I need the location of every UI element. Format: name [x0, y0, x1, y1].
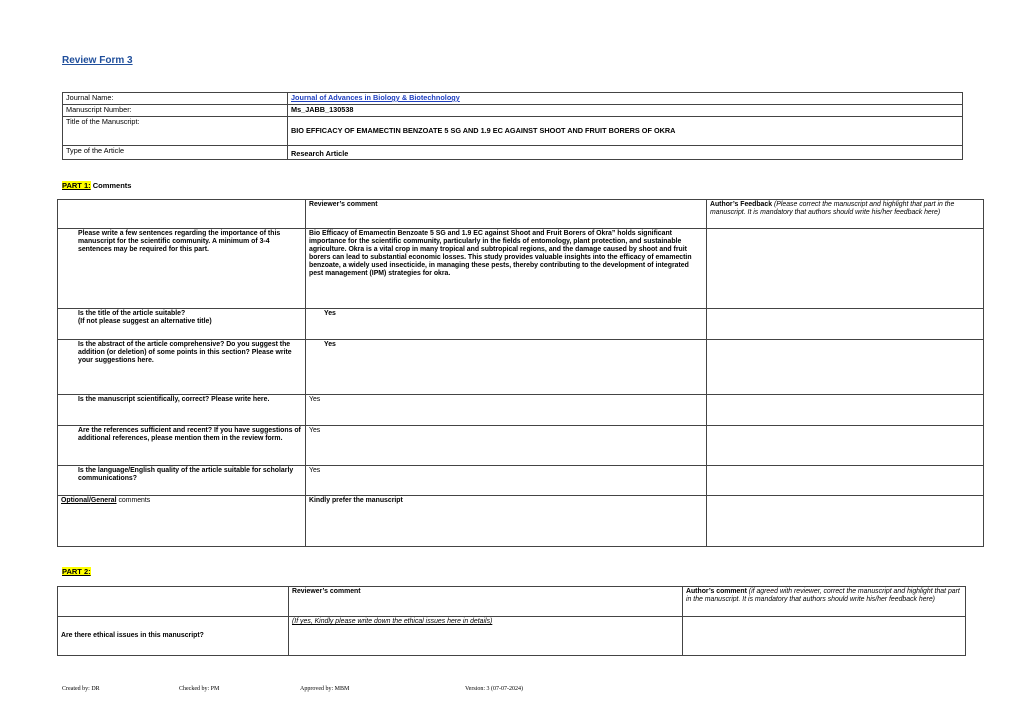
form-title: Review Form 3	[62, 55, 133, 66]
question-title: Is the title of the article suitable? (If not please suggest an alternative title)	[58, 309, 306, 340]
comment-scientific[interactable]: Yes	[306, 395, 707, 426]
author-comment-instructions: (if agreed with reviewer, correct the manuscript and highlight that part in the manuscript. It is mandatory that authors should write his/her feedback here)	[686, 588, 960, 603]
part2-header-author	[683, 587, 966, 617]
part1-label-suffix: Comments	[90, 181, 132, 190]
comment-abstract[interactable]: Yes	[306, 340, 707, 395]
part1-header-author	[707, 200, 984, 229]
comment-ethical[interactable]: (If yes, Kindly please write down the ethical issues here in details)	[289, 617, 683, 656]
part2-header-reviewer: Reviewer’s comment	[289, 587, 683, 617]
question-ethical: Are there ethical issues in this manuscript?	[58, 617, 289, 656]
article-type-value: Research Article	[288, 146, 963, 160]
question-abstract: Is the abstract of the article comprehensive? Do you suggest the addition (or deletion) of some points in this section? Please write your suggestions here.	[58, 340, 306, 395]
comment-title[interactable]: Yes	[306, 309, 707, 340]
part1-header-empty	[58, 200, 306, 229]
optional-sep: /	[88, 497, 91, 504]
footer-version: Version: 3 (07-07-2024)	[465, 686, 523, 692]
journal-link[interactable]: Journal of Advances in Biology & Biotechnology	[291, 93, 460, 102]
comment-importance[interactable]: Bio Efficacy of Emamectin Benzoate 5 SG and 1.9 EC against Shoot and Fruit Borers of Okra” holds significant importance for the scientific community, particularly in the fields of entomology, plant protection, and sustainable agriculture. Okra is a vital crop in many tropical and subtropical regions, and the damage caused by shoot and fruit borers can lead to substantial economic losses. This study provides valuable insights into the efficacy of emamectin benzoate, a widely used insecticide, in managing these pests, thereby contributing to the development of integrated pest management (IPM) strategies for okra.	[306, 229, 707, 309]
author-comment-title: Author’s comment	[686, 588, 747, 595]
part2-comments-table	[57, 586, 966, 656]
feedback-importance[interactable]	[707, 229, 984, 309]
question-references: Are the references sufficient and recent? If you have suggestions of additional references, please mention them in the review form.	[58, 426, 306, 466]
feedback-abstract[interactable]	[707, 340, 984, 395]
question-scientific: Is the manuscript scientifically, correct? Please write here.	[58, 395, 306, 426]
part2-header-empty	[58, 587, 289, 617]
manuscript-title-value: BIO EFFICACY OF EMAMECTIN BENZOATE 5 SG AND 1.9 EC AGAINST SHOOT AND FRUIT BORERS OF OKRA	[288, 117, 963, 146]
part2-heading	[62, 567, 91, 576]
general-word: General	[90, 497, 117, 504]
author-feedback-title: Author’s Feedback	[710, 201, 773, 208]
article-type-label: Type of the Article	[63, 146, 288, 160]
manuscript-number-value: Ms_JABB_130538	[288, 105, 963, 117]
manuscript-info-table	[62, 92, 963, 160]
feedback-scientific[interactable]	[707, 395, 984, 426]
feedback-optional[interactable]	[707, 496, 984, 547]
manuscript-title-label: Title of the Manuscript:	[63, 117, 288, 146]
question-language: Is the language/English quality of the article suitable for scholarly communications?	[58, 466, 306, 496]
part1-header-reviewer: Reviewer’s comment	[306, 200, 707, 229]
footer-checked: Checked by: PM	[179, 686, 220, 692]
comment-references[interactable]: Yes	[306, 426, 707, 466]
part1-comments-table	[57, 199, 984, 547]
part2-label: PART 2:	[62, 567, 91, 576]
optional-suffix: comments	[116, 497, 151, 504]
manuscript-number-label: Manuscript Number:	[63, 105, 288, 117]
part1-label: PART 1:	[62, 181, 91, 190]
comment-language[interactable]: Yes	[306, 466, 707, 496]
feedback-ethical[interactable]	[683, 617, 966, 656]
optional-comments-label	[58, 496, 306, 547]
journal-label: Journal Name:	[63, 93, 288, 105]
feedback-language[interactable]	[707, 466, 984, 496]
comment-optional[interactable]: Kindly prefer the manuscript	[306, 496, 707, 547]
author-feedback-instructions: (Please correct the manuscript and highlight that part in the manuscript. It is mandatory that authors should write his/her feedback here)	[710, 201, 955, 216]
feedback-references[interactable]	[707, 426, 984, 466]
feedback-title[interactable]	[707, 309, 984, 340]
question-importance: Please write a few sentences regarding the importance of this manuscript for the scientific community. A minimum of 3-4 sentences may be required for this part.	[58, 229, 306, 309]
part1-heading	[62, 181, 131, 190]
optional-word: Optional	[61, 497, 89, 504]
footer-created: Created by: DR	[62, 686, 100, 692]
footer-approved: Approved by: MBM	[300, 686, 350, 692]
